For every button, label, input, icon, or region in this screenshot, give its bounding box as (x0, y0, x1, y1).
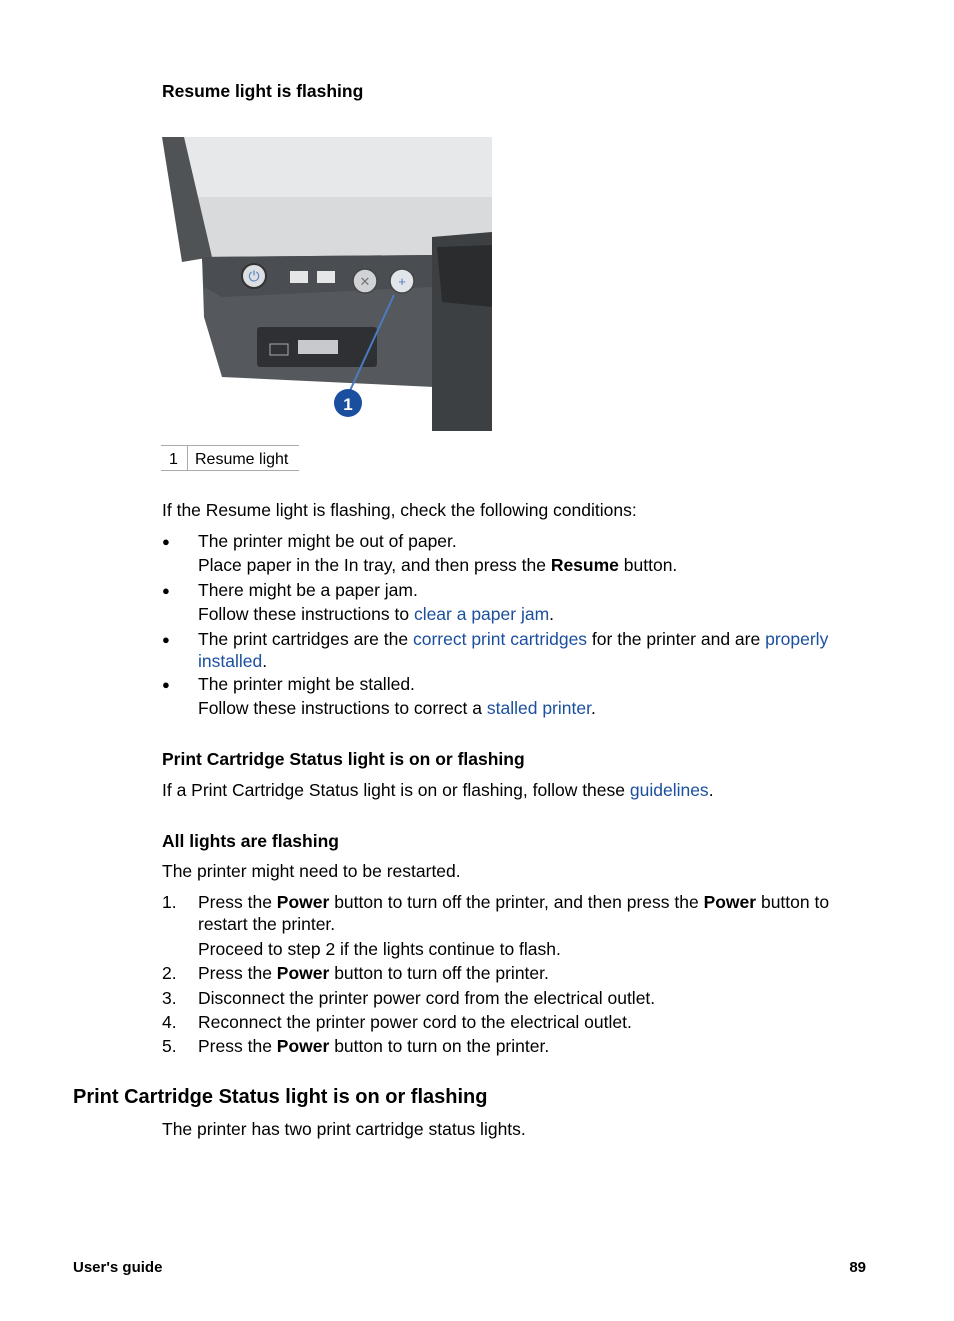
step-number: 2. (162, 963, 177, 983)
step-text: Reconnect the printer power cord to the electrical outlet. (198, 1012, 632, 1032)
bullet-detail: Follow these instructions to clear a paper jam. (198, 604, 555, 624)
bullet-text-cont: installed. (198, 651, 268, 671)
step-text: Press the Power button to turn on the printer. (198, 1036, 550, 1056)
step-text: Disconnect the printer power cord from the electrical outlet. (198, 988, 656, 1008)
footer-guide-title: User's guide (73, 1259, 163, 1276)
page-number: 89 (849, 1259, 866, 1276)
step-text-cont: restart the printer. (198, 914, 336, 934)
svg-text:+: + (398, 274, 406, 289)
bullet-icon: ● (162, 583, 170, 598)
cartridge-status-lights-text: The printer has two print cartridge status lights. (162, 1119, 526, 1139)
step-text: Press the Power button to turn off the printer. (198, 963, 549, 983)
stalled-printer-link[interactable]: stalled printer (486, 698, 591, 718)
bullet-text: There might be a paper jam. (198, 580, 418, 600)
heading-all-lights: All lights are flashing (162, 831, 339, 851)
heading-cartridge-status: Print Cartridge Status light is on or flashing (162, 749, 525, 769)
properly-installed-link[interactable]: installed (198, 651, 263, 671)
heading-resume-light: Resume light is flashing (162, 81, 364, 101)
guidelines-link[interactable]: guidelines (629, 780, 709, 800)
bullet-text: The printer might be out of paper. (198, 531, 457, 551)
step-number: 4. (162, 1012, 177, 1032)
bullet-detail: Place paper in the In tray, and then press the Resume button. (198, 555, 678, 575)
printer-control-panel-image (162, 137, 492, 431)
svg-text:✕: ✕ (359, 274, 371, 289)
properly-installed-link[interactable]: properly (765, 629, 829, 649)
correct-print-cartridges-link[interactable]: correct print cartridges (412, 629, 588, 649)
section-heading-cartridge-status: Print Cartridge Status light is on or flashing (73, 1086, 488, 1108)
resume-intro: If the Resume light is flashing, check the following conditions: (162, 500, 637, 520)
bullet-detail: Follow these instructions to correct a stalled printer. (198, 698, 596, 718)
step-note: Proceed to step 2 if the lights continue to flash. (198, 939, 561, 959)
svg-text:⏻: ⏻ (248, 268, 260, 284)
callout-number: 1 (343, 395, 353, 414)
legend-label: Resume light (195, 451, 289, 468)
bullet-text: The print cartridges are the correct print cartridges for the printer and are properly (198, 629, 829, 649)
step-number: 3. (162, 988, 177, 1008)
bullet-icon: ● (162, 534, 170, 549)
legend-number: 1 (169, 451, 178, 468)
bullet-icon: ● (162, 632, 170, 647)
clear-paper-jam-link[interactable]: clear a paper jam (413, 604, 550, 624)
step-text: Press the Power button to turn off the printer, and then press the Power button to (198, 892, 830, 912)
step-number: 1. (162, 892, 177, 912)
bullet-icon: ● (162, 677, 170, 692)
bullet-text: The printer might be stalled. (198, 674, 415, 694)
figure-legend (161, 445, 299, 471)
step-number: 5. (162, 1036, 177, 1056)
all-lights-intro: The printer might need to be restarted. (162, 861, 461, 881)
cartridge-status-text: If a Print Cartridge Status light is on or flashing, follow these guidelines. (162, 780, 714, 800)
